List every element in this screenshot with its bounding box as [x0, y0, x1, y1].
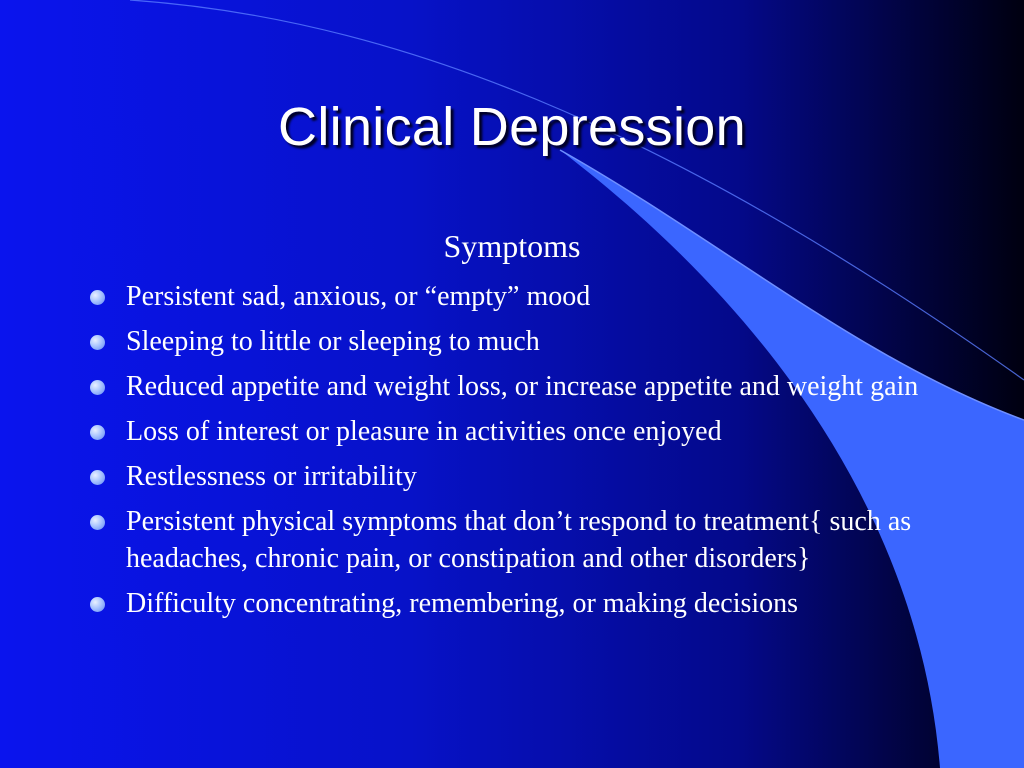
bullet-text: Restlessness or irritability [126, 461, 417, 492]
bullet-item [88, 278, 948, 315]
bullet-item [88, 503, 948, 577]
bullet-dot-icon [90, 470, 105, 485]
bullet-text: Sleeping to little or sleeping to much [126, 326, 540, 357]
bullet-item [88, 458, 948, 495]
bullet-item [88, 323, 948, 360]
bullet-text: Loss of interest or pleasure in activities once enjoyed [126, 416, 722, 447]
bullet-text: Reduced appetite and weight loss, or increase appetite and weight gain [126, 371, 919, 402]
bullet-dot-icon [90, 380, 105, 395]
bullet-item [88, 368, 948, 405]
slide-title: Clinical Depression [278, 97, 746, 157]
bullet-item [88, 413, 948, 450]
bullet-dot-icon [90, 290, 105, 305]
bullet-text: Persistent sad, anxious, or “empty” mood [126, 281, 591, 312]
bullet-dot-icon [90, 515, 105, 530]
bullet-text: Difficulty concentrating, remembering, or making decisions [126, 588, 799, 619]
slide-subtitle: Symptoms [443, 228, 581, 264]
bullet-text: Persistent physical symptoms that don’t respond to treatment{ such as headaches, chronic pain, or constipation and other disorders} [126, 506, 912, 574]
bullet-dot-icon [90, 335, 105, 350]
bullet-dot-icon [90, 597, 105, 612]
bullet-item [88, 585, 948, 622]
bullet-dot-icon [90, 425, 105, 440]
bullet-list [88, 278, 948, 630]
